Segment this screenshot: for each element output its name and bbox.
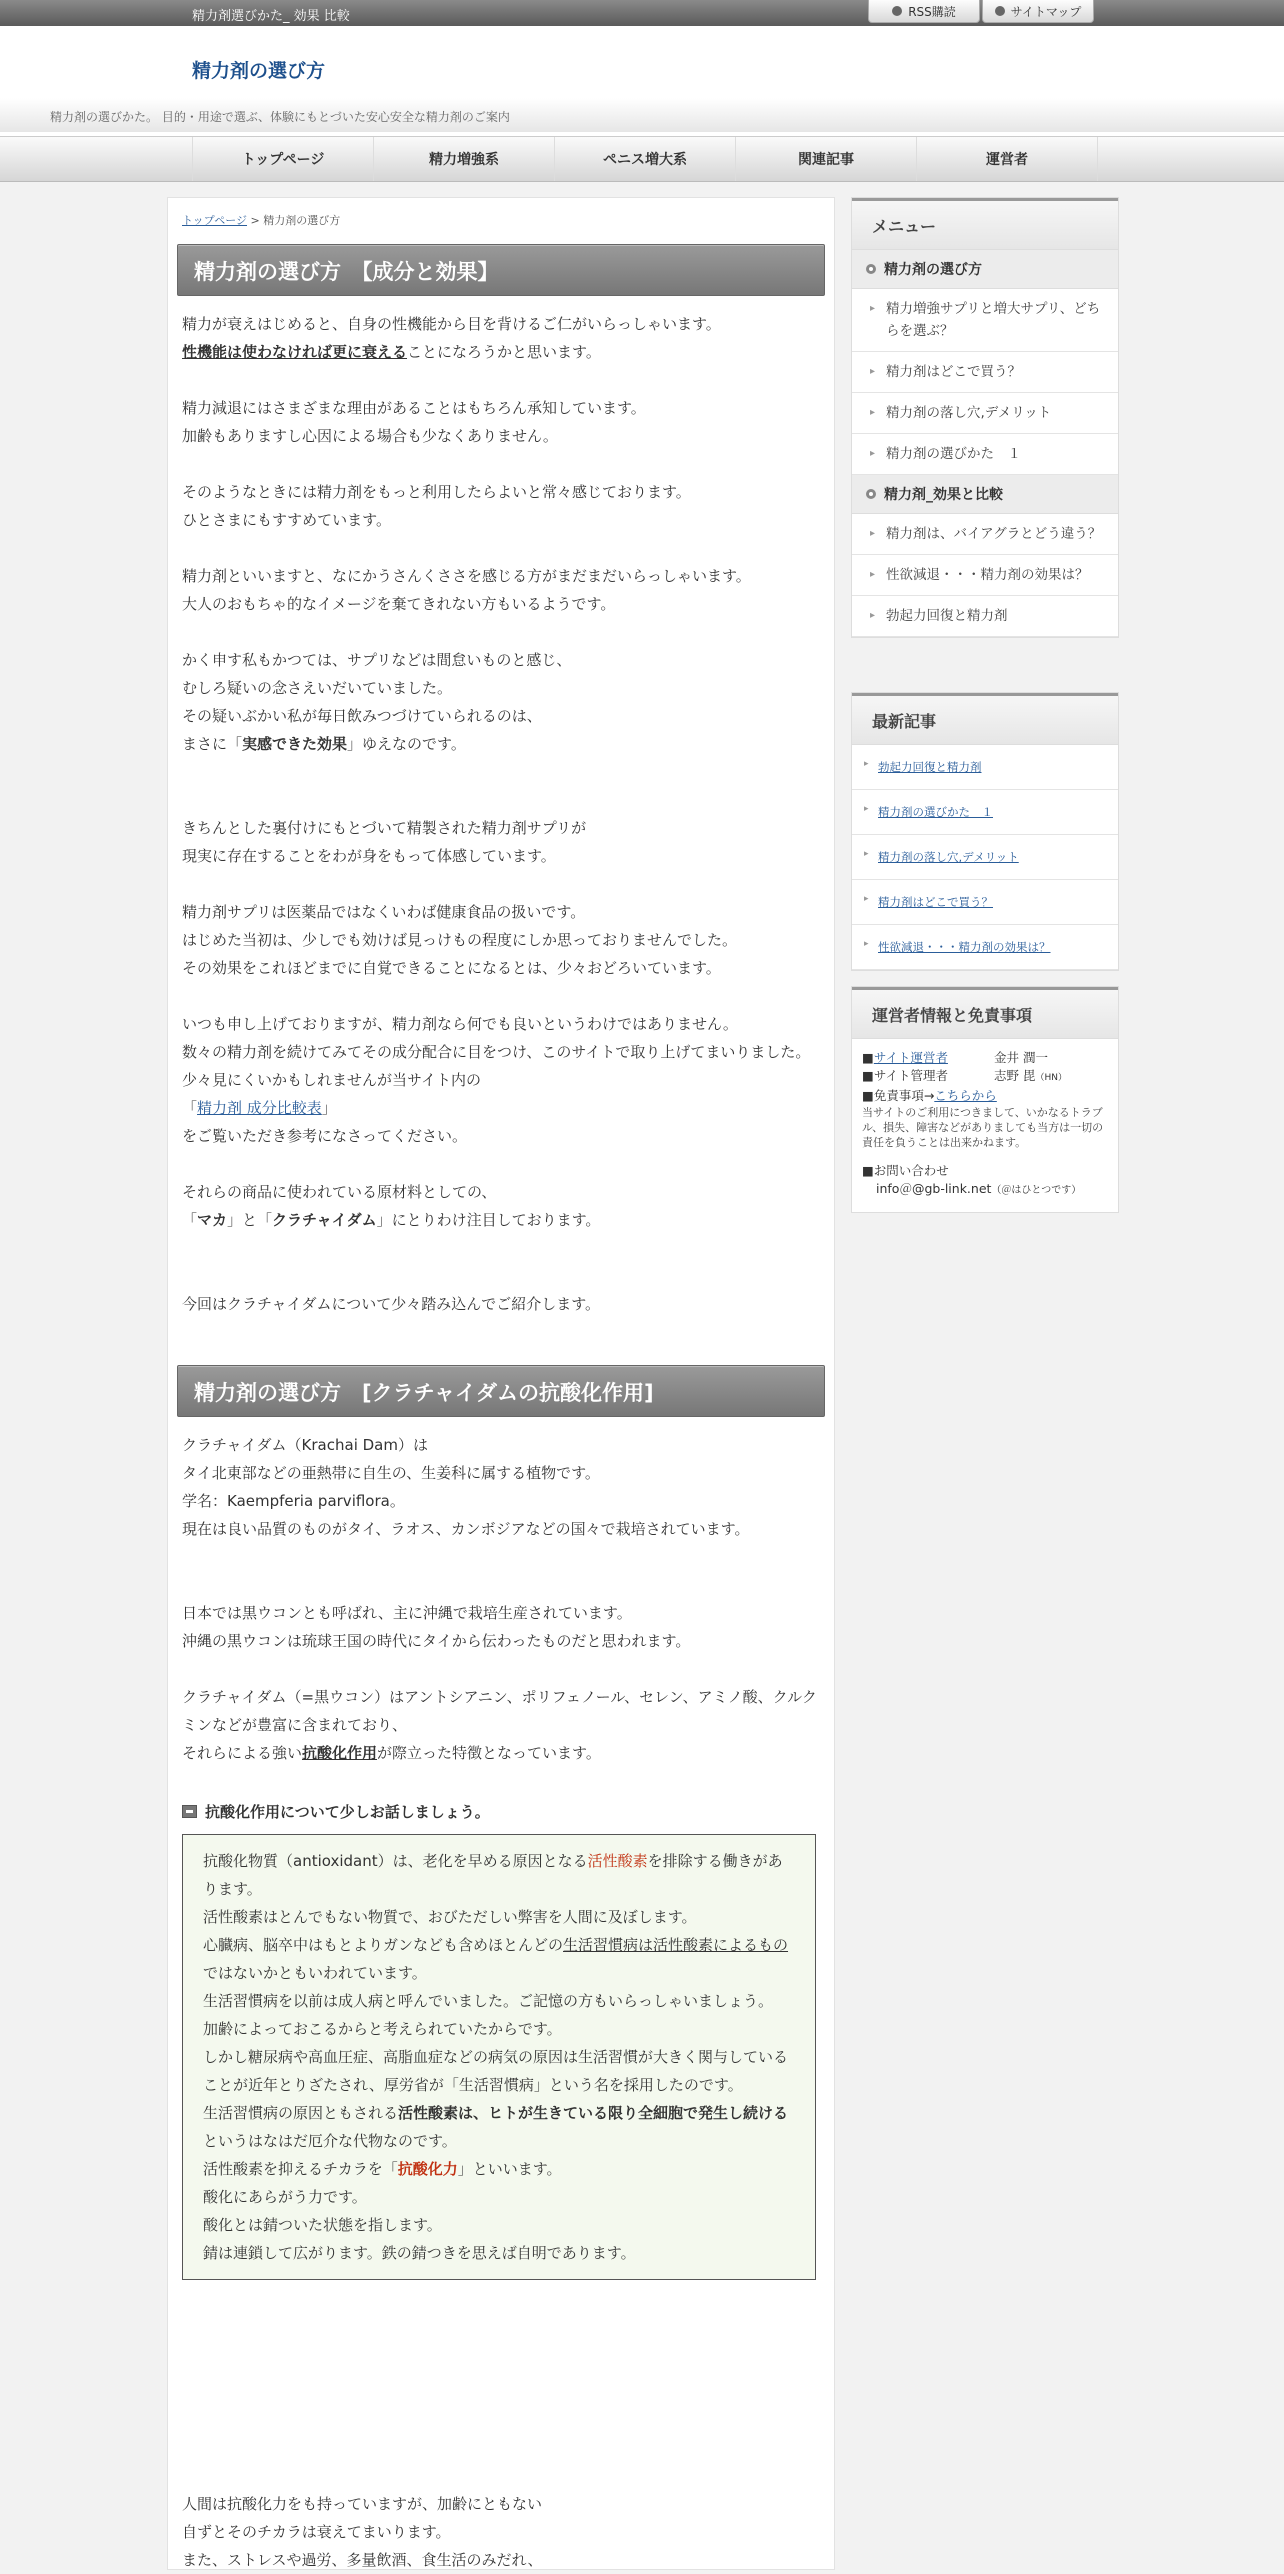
recent-link[interactable]: ▸ 性欲減退・・・精力剤の効果は？ [878, 940, 1051, 954]
recent-item [852, 835, 1118, 880]
heading-ingredients-effects [177, 244, 825, 296]
nav-enhance[interactable]: 精力増強系 [373, 137, 554, 181]
paragraph: 活性酸素はとんでもない物質で、おびただしい弊害を人間に及ぼします。 [203, 1908, 697, 1926]
site-operator-link[interactable]: サイト運営者 [873, 1050, 948, 1065]
paragraph: 精力剤サプリは医薬品ではなくいわば健康食品の扱いです。 [182, 903, 586, 921]
disclaimer-note: 当サイトのご利用につきまして、いかなるトラブル、損失、障害などがありましても当方は一切の責任を負うことは出来かねます。 [862, 1106, 1104, 1149]
paragraph: ひとさまにもすすめています。 [182, 511, 391, 529]
category-label: 精力剤_効果と比較 [884, 487, 1003, 503]
heading-text: 精力剤の選び方 【成分と効果】 [194, 260, 499, 284]
global-nav [0, 136, 1284, 182]
paragraph: そのようなときには精力剤をもっと利用したらよいと常々感じております。 [182, 483, 691, 501]
disclaimer-row: ■免責事項→こちらから [862, 1088, 997, 1103]
paragraph: それらの商品に使われている原材料としての、 [182, 1183, 497, 1201]
article-body-1 [182, 310, 822, 1318]
paragraph: 「精力剤 成分比較表」 [182, 1099, 337, 1117]
site-description-bar [0, 98, 1284, 132]
nav-top[interactable]: トップページ [192, 137, 373, 181]
menu-item[interactable]: ▸ 精力剤の落し穴,デメリット [852, 393, 1118, 434]
paragraph [182, 1739, 822, 1767]
comparison-table-link[interactable]: 精力剤 成分比較表 [197, 1099, 322, 1117]
emphasis: クラチャイダム [272, 1211, 377, 1229]
menu-category-choose[interactable] [852, 250, 1118, 289]
nav-operator[interactable]: 運営者 [916, 137, 1098, 181]
site-admin-label: サイト管理者 [873, 1068, 948, 1083]
text: 生活習慣病の原因ともされる [203, 2104, 399, 2122]
nav-related[interactable]: 関連記事 [735, 137, 916, 181]
site-tagline: 精力剤選びかた_ 効果 比較 [192, 9, 350, 24]
admin-row: ■サイト管理者 志野 毘（HN） [862, 1068, 1067, 1083]
emphasis: 生活習慣病は活性酸素によるもの [563, 1936, 789, 1954]
paragraph: 人間は抗酸化力をも持っていますが、加齢にともない [182, 2495, 543, 2513]
paragraph: その効果をこれほどまでに自覚できることになるとは、少々おどろいています。 [182, 959, 721, 977]
contact-email-row [862, 1180, 1108, 1200]
paragraph: 加齢によっておこるからと考えられていたからです。 [203, 2020, 562, 2038]
paragraph [182, 338, 822, 366]
text: 心臓病、脳卒中はもとよりガンなども含めほとんどの [203, 1936, 564, 1954]
paragraph: 精力減退にはさまざまな理由があることはもちろん承知しています。 [182, 399, 646, 417]
paragraph [203, 1847, 795, 1903]
article-body-2 [182, 1431, 822, 1767]
paragraph: かく申す私もかつては、サプリなどは間怠いものと感じ、 [182, 651, 572, 669]
sitemap-label: サイトマップ [1010, 4, 1082, 19]
minus-box-icon [182, 1805, 197, 1818]
emphasis: 抗酸化作用 [302, 1744, 378, 1762]
text: 活性酸素を抑えるチカラを「 [203, 2160, 398, 2178]
text: というはなはだ厄介な代物なのです。 [203, 2132, 457, 2150]
menu-item[interactable]: ▸ 精力増強サプリと増大サプリ、どちらを選ぶ？ [852, 289, 1118, 352]
paragraph: 精力剤といいますと、なにかうさんくささを感じる方がまだまだいらっしゃいます。 [182, 567, 751, 585]
text: それらによる強い [182, 1744, 303, 1762]
paragraph: 大人のおもちゃ的なイメージを棄てきれない方もいるようです。 [182, 595, 616, 613]
paragraph: その疑いぶかい私が毎日飲みつづけていられるのは、 [182, 707, 542, 725]
operator-title [852, 987, 1118, 1039]
paragraph: 少々見にくいかもしれませんが当サイト内の [182, 1071, 481, 1089]
emphasis: 実感できた効果 [242, 735, 348, 753]
sitemap-button[interactable] [982, 0, 1094, 23]
paragraph: 酸化にあらがう力です。 [203, 2188, 367, 2206]
paragraph: クラチャイダム（=黒ウコン）はアントシアニン、ポリフェノール、セレン、アミノ酸、クルクミンなどが豊富に含まれており、 [182, 1688, 817, 1734]
paragraph [203, 2155, 795, 2183]
sidebar-menu [851, 197, 1119, 638]
site-header [0, 26, 1284, 136]
top-bar [0, 0, 1284, 26]
recent-link[interactable]: ▸ 精力剤の落し穴,デメリット [878, 850, 1019, 864]
main-content [167, 197, 835, 2570]
breadcrumb-home[interactable]: トップページ [182, 214, 248, 227]
text: 」ゆえなのです。 [347, 735, 466, 753]
menu-item[interactable]: ▸ 性欲減退・・・精力剤の効果は？ [852, 555, 1118, 596]
paragraph [182, 730, 822, 758]
paragraph: をご覧いただき参考になさってください。 [182, 1127, 468, 1145]
circle-bullet-icon [866, 489, 876, 499]
site-description: 精力剤の選びかた。 目的・用途で選ぶ、体験にもとづいた安心安全な精力剤のご案内 [50, 110, 510, 124]
recent-link[interactable]: ▸ 勃起力回復と精力剤 [878, 760, 982, 774]
paragraph: 自ずとそのチカラは衰えてまいります。 [182, 2523, 451, 2541]
antioxidant-box [182, 1834, 816, 2280]
emphasis: 性機能は使わなければ更に衰える [182, 343, 408, 361]
paragraph: 数々の精力剤を続けてみてその成分配合に目をつけ、このサイトで取り上げてまいりました。 [182, 1043, 811, 1061]
paragraph: いつも申し上げておりますが、精力剤なら何でも良いというわけではありません。 [182, 1015, 738, 1033]
handle-note: （HN） [1035, 1073, 1067, 1083]
menu-item[interactable]: ▸ 勃起力回復と精力剤 [852, 596, 1118, 637]
category-label: 精力剤の選び方 [884, 262, 982, 278]
rss-button[interactable] [868, 0, 980, 23]
recent-link[interactable]: ▸ 精力剤の選びかた １ [878, 805, 993, 819]
paragraph: 日本では黒ウコンとも呼ばれ、主に沖縄で栽培生産されています。 [182, 1604, 632, 1622]
menu-title [852, 198, 1118, 250]
highlight: 抗酸化力 [397, 2160, 458, 2178]
heading-antioxidant [177, 1365, 825, 1417]
disclaimer-label: 免責事項→ [873, 1088, 935, 1103]
contact-label: ■お問い合わせ [862, 1163, 949, 1178]
menu-item[interactable]: ▸ 精力剤はどこで買う？ [852, 352, 1118, 393]
operator-row: ■サイト運営者 金井 潤一 [862, 1050, 1048, 1065]
paragraph: タイ北東部などの亜熱帯に自生の、生姜科に属する植物です。 [182, 1464, 600, 1482]
text: 抗酸化物質（antioxidant）は、老化を早める原因となる [203, 1852, 588, 1870]
sidebar-operator [851, 986, 1119, 1213]
sitemap-icon [995, 6, 1005, 16]
text: を排除する働きがあります。 [203, 1852, 783, 1898]
paragraph: また、ストレスや過労、多量飲酒、食生活のみだれ、 [182, 2551, 543, 2569]
paragraph: 加齢もありますし心因による場合も少なくありません。 [182, 427, 558, 445]
menu-item[interactable]: ▸ 精力剤は、バイアグラとどう違う？ [852, 514, 1118, 555]
recent-item [852, 745, 1118, 790]
menu-item[interactable]: ▸ 精力剤の選びかた １ [852, 434, 1118, 475]
breadcrumb-sep: > [250, 214, 260, 227]
site-operator-name: 金井 潤一 [994, 1050, 1048, 1065]
text: 」にとりわけ注目しております。 [376, 1211, 601, 1229]
operator-title-text: 運営者情報と免責事項 [872, 1006, 1033, 1025]
recent-item [852, 925, 1118, 970]
paragraph: しかし糖尿病や高血圧症、高脂血症などの病気の原因は生活習慣が大きく関与していることが近年とりざたされ、厚労省が「生活習慣病」という名を採用したのです。 [203, 2048, 789, 2094]
rss-label: RSS購読 [908, 4, 956, 19]
text: ことになろうかと思います。 [407, 343, 601, 361]
paragraph [203, 2099, 795, 2155]
site-logo[interactable]: 精力剤の選び方 [192, 60, 326, 82]
paragraph: 現実に存在することをわが身をもって体感しています。 [182, 847, 556, 865]
recent-title-text: 最新記事 [872, 712, 937, 731]
paragraph: 生活習慣病を以前は成人病と呼んでいました。ご記憶の方もいらっしゃいましょう。 [203, 1992, 774, 2010]
paragraph: 学名：Kaempferia parviflora。 [182, 1492, 405, 1510]
subheading-antioxidant [182, 1801, 490, 1822]
email-note: （＠はひとつです） [991, 1185, 1082, 1196]
rss-icon [892, 6, 902, 16]
paragraph: 酸化とは錆ついた状態を指します。 [203, 2216, 442, 2234]
contact-email: info＠@gb-link.net [876, 1181, 992, 1196]
paragraph: 「マカ」と「クラチャイダム」にとりわけ注目しております。 [182, 1211, 601, 1229]
recent-link[interactable]: ▸ 精力剤はどこで買う？ [878, 895, 993, 909]
recent-item [852, 880, 1118, 925]
paragraph: クラチャイダム（Krachai Dam）は [182, 1436, 428, 1454]
operator-info [852, 1039, 1118, 1212]
paragraph: はじめた当初は、少しでも効けば見っけもの程度にしか思っておりませんでした。 [182, 931, 738, 949]
recent-item [852, 790, 1118, 835]
article-body-3 [182, 2490, 822, 2574]
paragraph: 精力が衰えはじめると、自身の性機能から目を背けるご仁がいらっしゃいます。 [182, 315, 721, 333]
menu-title-text: メニュー [872, 217, 937, 236]
paragraph: 今回はクラチャイダムについて少々踏み込んでご紹介します。 [182, 1295, 601, 1313]
paragraph: 沖縄の黒ウコンは琉球王国の時代にタイから伝わったものだと思われます。 [182, 1632, 691, 1650]
breadcrumb [182, 212, 340, 228]
breadcrumb-current: 精力剤の選び方 [263, 214, 341, 227]
paragraph: 現在は良い品質のものがタイ、ラオス、カンボジアなどの国々で栽培されています。 [182, 1520, 750, 1538]
disclaimer-link[interactable]: こちらから [934, 1088, 997, 1103]
heading-text: 精力剤の選び方 [クラチャイダムの抗酸化作用] [194, 1381, 654, 1405]
paragraph: むしろ疑いの念さえいだいていました。 [182, 679, 453, 697]
paragraph: 錆は連鎖して広がります。鉄の錆つきを思えば自明であります。 [203, 2244, 636, 2262]
paragraph [203, 1931, 795, 1987]
paragraph: きちんとした裏付けにもとづいて精製された精力剤サプリが [182, 819, 587, 837]
menu-category-compare[interactable] [852, 475, 1118, 514]
highlight: 活性酸素 [587, 1852, 648, 1870]
text: まさに「 [182, 735, 243, 753]
emphasis: 活性酸素は、ヒトが生きている限り全細胞で発生し続ける [398, 2104, 789, 2122]
circle-bullet-icon [866, 264, 876, 274]
text: ではないかともいわれています。 [203, 1964, 427, 1982]
nav-enlarge[interactable]: ペニス増大系 [554, 137, 735, 181]
subheading-text: 抗酸化作用について少しお話しましょう。 [205, 1803, 490, 1821]
emphasis: マカ [197, 1211, 228, 1229]
text: 」といいます。 [457, 2160, 562, 2178]
sidebar-recent [851, 692, 1119, 971]
text: が際立った特徴となっています。 [377, 1744, 601, 1762]
recent-title [852, 693, 1118, 745]
site-admin-name: 志野 毘 [994, 1068, 1036, 1083]
